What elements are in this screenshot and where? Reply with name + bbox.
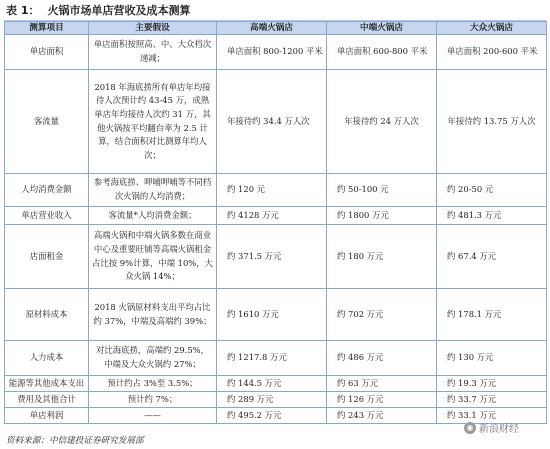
row-high-value: 约 144.5 万元 (217, 376, 327, 392)
row-high-value: 约 120 元 (217, 174, 327, 207)
source-note: 资料来源：中信建投证券研究发展部 (6, 436, 144, 446)
header-mid-range: 中端火锅店 (327, 22, 437, 35)
row-mass-value: 约 178.1 万元 (437, 289, 547, 341)
row-mid-value: 年接待约 24 万人次 (327, 70, 437, 174)
table-row (5, 35, 547, 70)
cost-estimate-table (4, 21, 547, 424)
row-assumption: 客流量*人均消费金额； (89, 207, 217, 225)
row-mass-value: 约 20-50 元 (437, 174, 547, 207)
row-assumption: 2018 年海底捞所有单店年均接待人次预计约 43-45 万，成熟单店年均接待人次约 31 万，其他火锅按平均翻台率为 2.5 计算，结合面积对比测算年均人次； (89, 70, 217, 174)
row-mid-value: 约 243 万元 (327, 408, 437, 424)
row-mass-value: 约 481.3 万元 (437, 207, 547, 225)
watermark-text: 新浪财经 (479, 424, 519, 435)
row-item: 单店面积 (5, 35, 89, 70)
table-row (5, 207, 547, 225)
row-high-value: 约 4128 万元 (217, 207, 327, 225)
row-assumption: 对比海底捞，高端约 29.5%，中端及大众火锅约 27%； (89, 341, 217, 376)
row-item: 单店利润 (5, 408, 89, 424)
row-item: 人均消费金额 (5, 174, 89, 207)
row-assumption: 高端火锅和中端火锅多数在商业中心及重要旺铺等高端火锅租金占比按 9%计算，中端 10%，大众火锅 14%； (89, 225, 217, 289)
row-high-value: 年接待约 34.4 万人次 (217, 70, 327, 174)
row-item: 能源等其他成本支出 (5, 376, 89, 392)
table-row (5, 174, 547, 207)
row-mid-value: 约 126 万元 (327, 392, 437, 408)
weibo-logo-icon: ◉ (464, 422, 476, 434)
row-mid-value: 约 486 万元 (327, 341, 437, 376)
table-row (5, 376, 547, 392)
row-high-value: 单店面积 800-1200 平米 (217, 35, 327, 70)
row-mass-value: 年接待约 13.75 万人次 (437, 70, 547, 174)
header-mass-market: 大众火锅店 (437, 22, 547, 35)
header-item: 测算项目 (5, 22, 89, 35)
row-mass-value: 约 67.4 万元 (437, 225, 547, 289)
row-high-value: 约 495.2 万元 (217, 408, 327, 424)
row-assumption: —— (89, 408, 217, 424)
row-assumption: 单店面积按照高、中、大众档次递减； (89, 35, 217, 70)
header-row (5, 22, 547, 35)
table-number: 表 1： (6, 4, 40, 17)
row-mass-value: 单店面积 200-600 平米 (437, 35, 547, 70)
row-mid-value: 约 180 万元 (327, 225, 437, 289)
row-item: 客流量 (5, 70, 89, 174)
table-row (5, 392, 547, 408)
row-item: 费用及其他合计 (5, 392, 89, 408)
table-title (6, 2, 190, 20)
row-item: 单店营业收入 (5, 207, 89, 225)
watermark (464, 420, 519, 435)
table-row (5, 289, 547, 341)
row-mid-value: 约 50-100 元 (327, 174, 437, 207)
row-item: 店面租金 (5, 225, 89, 289)
header-assumption: 主要假设 (89, 22, 217, 35)
row-mass-value: 约 33.1 万元 (437, 408, 547, 424)
row-assumption: 参考海底捞、呷哺呷哺等不同档次火锅的人均消费； (89, 174, 217, 207)
row-assumption: 预计约 7%； (89, 392, 217, 408)
row-mass-value: 约 33.7 万元 (437, 392, 547, 408)
row-item: 原材料成本 (5, 289, 89, 341)
row-assumption: 2018 火锅原材料支出平均占比约 37%，中端及高端约 39%； (89, 289, 217, 341)
table-row (5, 341, 547, 376)
row-mid-value: 单店面积 600-800 平米 (327, 35, 437, 70)
row-item: 人力成本 (5, 341, 89, 376)
header-high-end: 高端火锅店 (217, 22, 327, 35)
table-row (5, 70, 547, 174)
row-assumption: 预计约占 3%至 3.5%； (89, 376, 217, 392)
row-high-value: 约 1610 万元 (217, 289, 327, 341)
row-mid-value: 约 702 万元 (327, 289, 437, 341)
table-row (5, 225, 547, 289)
row-mid-value: 约 1800 万元 (327, 207, 437, 225)
row-mass-value: 约 19.3 万元 (437, 376, 547, 392)
row-mid-value: 约 63 万元 (327, 376, 437, 392)
table-caption: 火锅市场单店营收及成本测算 (47, 4, 191, 17)
row-mass-value: 约 130 万元 (437, 341, 547, 376)
row-high-value: 约 289 万元 (217, 392, 327, 408)
row-high-value: 约 371.5 万元 (217, 225, 327, 289)
row-high-value: 约 1217.8 万元 (217, 341, 327, 376)
